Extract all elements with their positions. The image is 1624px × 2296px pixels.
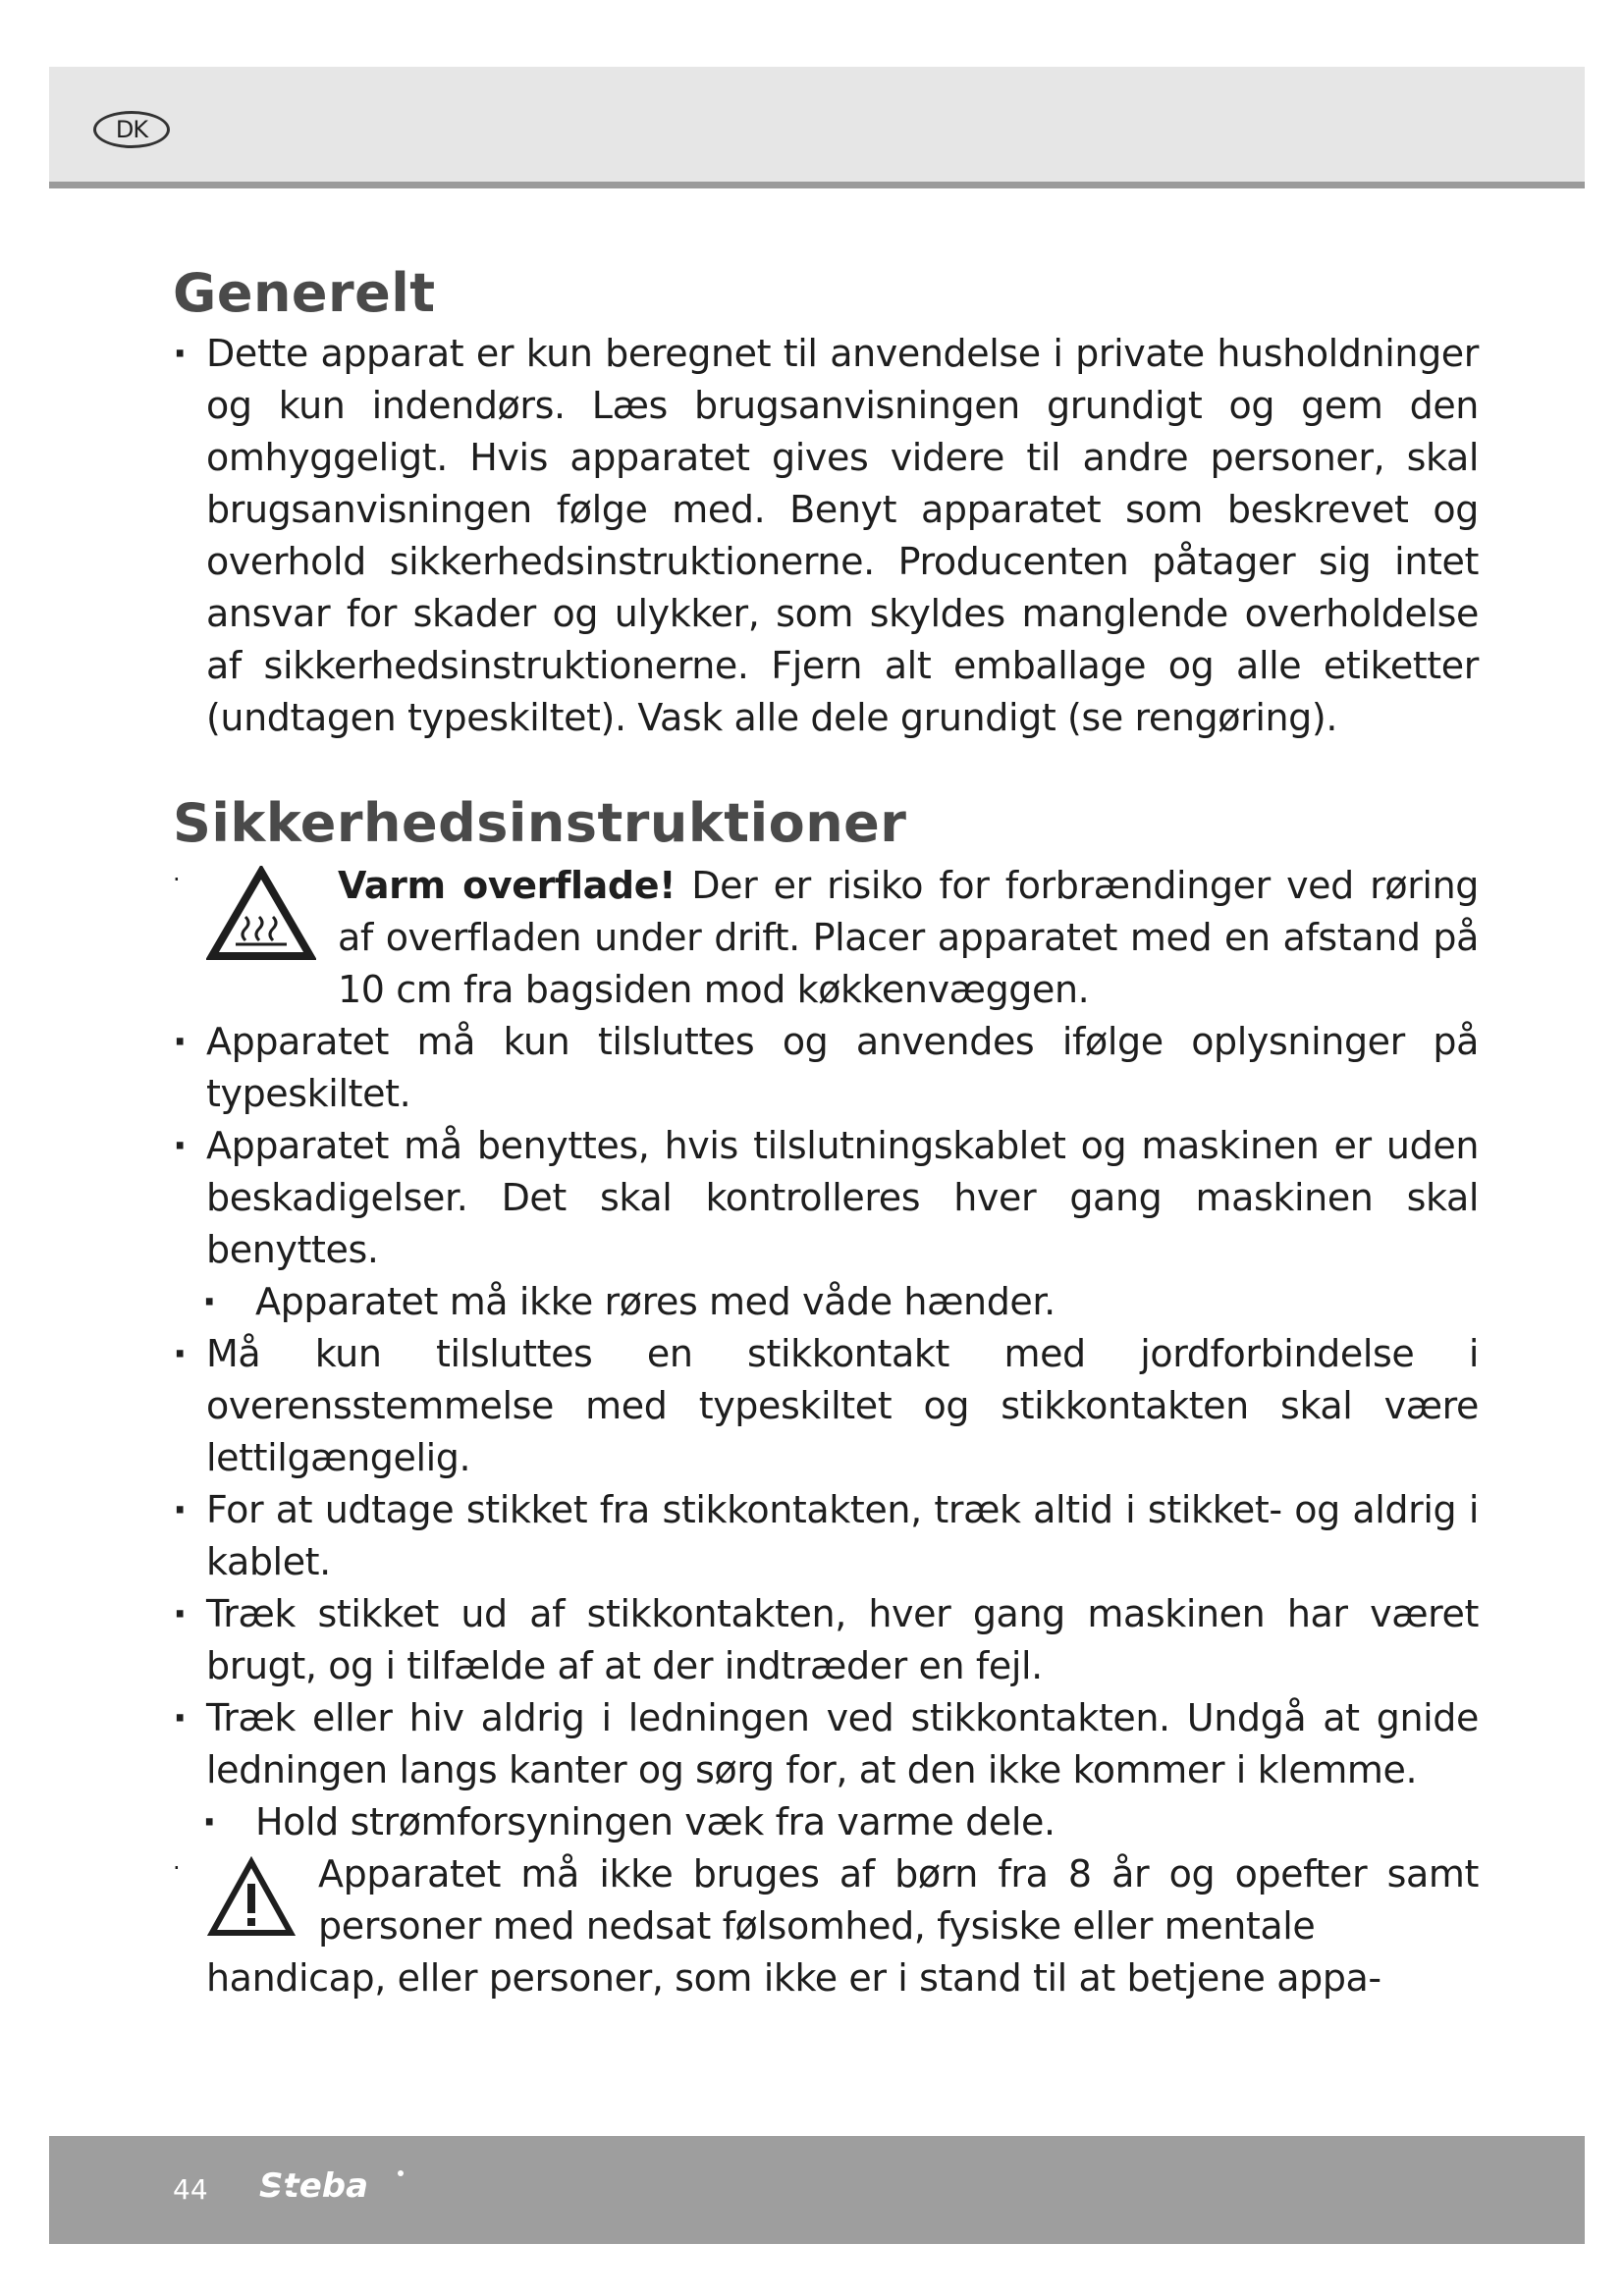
page-footer [49,2136,1585,2244]
list-item: · For at udtage stikket fra stikkontakten, træk altid i stikket- og aldrig i kablet. [173,1484,1479,1588]
section-sikkerhedsinstruktioner [173,793,1479,2004]
section-title-sikkerhed: Sikkerhedsinstruktioner [173,792,907,855]
language-badge: DK [93,111,170,148]
general-warning-icon [206,1848,318,1945]
general-warning-text: · Apparatet må ikke bruges af børn fra 8 år og opefter samt personer med nedsat følsomhed, fysiske eller mentale [318,1852,1479,1949]
general-warning [173,1848,1479,2004]
hot-surface-warning [173,860,1479,1016]
list-item: · Træk eller hiv aldrig i ledningen ved stikkontakten. Undgå at gnide ledningen langs kanter og sørg for, at den ikke kommer i klemme. [173,1692,1479,1796]
steba-logo [253,2163,420,2216]
section-title-generelt: Generelt [173,262,436,324]
list-item: · Dette apparat er kun beregnet til anvendelse i private husholdninger og kun indendørs. Læs brugsanvisningen grundigt og gem den omhyggeligt. Hvis apparatet gives videre til andre personer, skal brugsanvisningen følge med. Benyt apparatet som beskrevet og overhold sikkerhedsinstruktionerne. Producenten påtager sig intet ansvar for skader og ulykker, som skyldes manglende overholdelse af sikkerhedsinstruktionerne. Fjern alt emballage og alle etiketter (undtagen typeskiltet). Vask alle dele grundigt (se rengøring). [173,328,1479,744]
list-item: · Hold strømforsyningen væk fra varme dele. [173,1796,1479,1848]
hot-surface-warning-icon [206,860,338,968]
page-number: 44 [173,2173,208,2206]
list-item: · Apparatet må kun tilsluttes og anvendes ifølge oplysninger på typeskiltet. [173,1016,1479,1120]
page-header [49,67,1585,188]
page-content [173,263,1479,2004]
section-generelt [173,263,1479,744]
list-item: · Apparatet må ikke røres med våde hænder. [173,1276,1479,1328]
warning-body: Der er risiko for forbrændinger ved røring af overfladen under drift. Placer apparatet med en afstand på 10 cm fra bagsiden mod køkkenvæggen. [338,864,1479,1012]
list-item: · Må kun tilsluttes en stikkontakt med jordforbindelse i overensstemmelse med typeskiltet og stikkontakten skal være lettilgængelig. [173,1328,1479,1484]
hot-surface-warning-text [338,860,1479,1016]
warning-bold-label: Varm overflade! [338,864,677,908]
list-item: · Træk stikket ud af stikkontakten, hver gang maskinen har været brugt, og i tilfælde af at der indtræder en fejl. [173,1588,1479,1692]
brand-wordmark: Steba [259,2166,369,2206]
list-item: · Apparatet må benyttes, hvis tilslutningskablet og maskinen er uden beskadigelser. Det skal kontrolleres hver gang maskinen skal benyttes. [173,1120,1479,1276]
general-warning-continuation: handicap, eller personer, som ikke er i stand til at betjene appa- [206,1956,1381,2001]
